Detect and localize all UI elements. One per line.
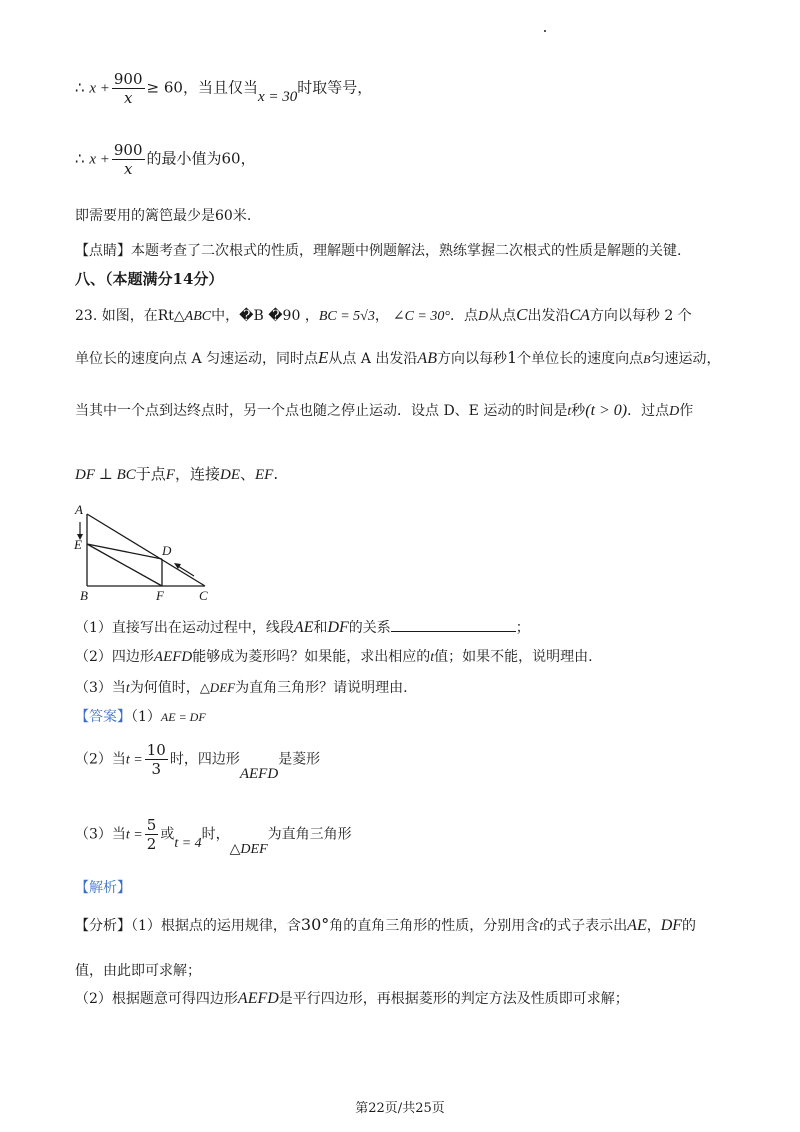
answer-line-2: （2）当t = $\frac{10}{3}$ 时，四边形AEFD是菱形 (75, 741, 321, 782)
expr-prefix: x + (89, 151, 110, 168)
answer-blank[interactable] (391, 617, 516, 632)
expr-prefix: x + (89, 80, 110, 97)
question-line-2: 单位长的速度向点 A 匀速运动，同时点E从点 A 出发沿AB方向以每秒1个单位长的速度向点B匀速运动， (75, 348, 721, 367)
bc-length: BC = 5√3 (318, 309, 375, 324)
label-b: B (80, 588, 88, 603)
label-e: E (74, 537, 82, 552)
segment-ac (87, 514, 205, 586)
minimum-text: 的最小值为60， (146, 149, 256, 168)
text-equality-holds: 时取等号， (297, 78, 373, 97)
sub-question-2: （2）四边形AEFD能够成为菱形吗？如果能，求出相应的t值；如果不能，说明理由. (75, 649, 593, 665)
inequality-line (75, 70, 372, 107)
question-line-1: 23. 如图，在Rt△ABC中，�B �90 ，BC = 5√3， ∠C = 30°．点D从点C出发沿CA方向以每秒 2 个 (75, 305, 692, 324)
segment-ef (87, 544, 162, 586)
comment-label: 【点睛】 (75, 243, 131, 259)
label-d: D (162, 543, 172, 558)
comment-text: 本题考查了二次根式的性质，理解题中例题解法，熟练掌握二次根式的性质是解题的关键. (131, 243, 682, 259)
fraction-900-x: $\frac{900}{x}$ (113, 141, 143, 178)
comment-line (75, 240, 681, 260)
label-c: C (199, 588, 208, 603)
sub-question-1: （1）直接写出在运动过程中，线段AE和DF的关系 ； (75, 619, 530, 636)
sub-question-3: （3）当t为何值时，△DEF为直角三角形？请说明理由. (75, 680, 408, 696)
answer-line-3: （3）当t = $\frac{5}{2}$ 或t = 4时，△DEF为直角三角形 (75, 816, 352, 857)
analysis-line-3: （2）根据题意可得四边形AEFD是平行四边形，再根据菱形的判定方法及性质即可求解； (75, 990, 629, 1007)
label-f: F (156, 588, 164, 603)
fraction-5-2: $\frac{5}{2}$ (146, 816, 157, 853)
page-footer: 第22页/共25页 (355, 1101, 445, 1116)
fraction-900-x: $\frac{900}{x}$ (113, 70, 143, 107)
question-line-4: DF ⊥ BC于点F，连接DE、EF. (75, 465, 279, 483)
analysis-sub-label: 【分析】 (75, 918, 131, 934)
segment-ed (87, 544, 162, 559)
expr-suffix: ≥ 60 (146, 78, 183, 97)
triangle-figure (70, 500, 220, 605)
therefore-symbol: ∴ (75, 78, 85, 97)
conclusion-line: 即需要用的篱笆最少是60米. (75, 208, 252, 224)
stray-dot (544, 30, 546, 32)
question-line-3: 当其中一个点到达终点时，另一个点也随之停止运动．设点 D、E 运动的时间是t秒(t > 0)．过点D作 (75, 402, 694, 419)
fraction-10-3: $\frac{10}{3}$ (146, 741, 166, 778)
answer-label: 【答案】 (75, 709, 131, 725)
text-when-only-when: ，当且仅当 (182, 78, 258, 97)
label-a: A (75, 502, 83, 517)
equality-condition: x = 30 (257, 88, 298, 105)
analysis-line-1: 【分析】（1）根据点的运用规律，含30°角的直角三角形的性质，分别用含t的式子表示出AE，DF的 (75, 915, 697, 934)
analysis-line-2: 值，由此即可求解； (75, 963, 201, 979)
analysis-label: 【解析】 (75, 880, 131, 896)
angle-c: ∠C = 30° (392, 309, 450, 324)
section-heading: 八、（本题满分14分） (75, 270, 224, 288)
answer-line-1: 【答案】（1）AE = DF (75, 709, 206, 725)
therefore-symbol: ∴ (75, 149, 85, 168)
minimum-line (75, 141, 256, 178)
